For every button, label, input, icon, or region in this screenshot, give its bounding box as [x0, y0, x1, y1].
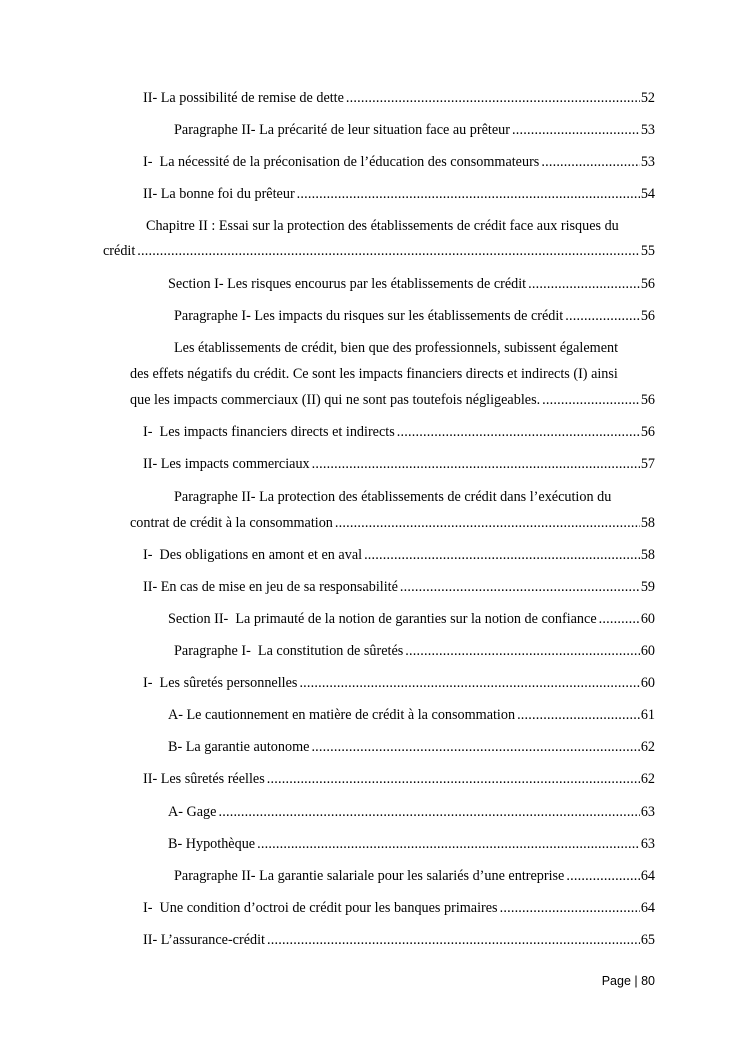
- toc-label: B- La garantie autonome: [168, 739, 310, 755]
- toc-page-number: 52: [640, 90, 655, 106]
- toc-entry[interactable]: [168, 611, 655, 628]
- toc-label: II- La possibilité de remise de dette: [143, 90, 344, 106]
- leader-dots: [565, 308, 640, 325]
- toc-page-number: 55: [640, 243, 655, 259]
- toc-page-number: 56: [640, 424, 655, 440]
- toc-label: B- Hypothèque: [168, 836, 256, 852]
- leader-dots: [541, 154, 639, 171]
- toc-label: II- En cas de mise en jeu de sa responsabilité: [143, 579, 398, 595]
- leader-dots: [267, 932, 640, 949]
- toc-page-number: 60: [640, 643, 655, 659]
- leader-dots: [267, 771, 640, 788]
- toc-page-number: 56: [640, 392, 655, 408]
- toc-entry[interactable]: [143, 900, 655, 917]
- toc-page-number: 61: [640, 707, 655, 723]
- toc-label: Paragraphe I- La constitution de sûretés: [174, 643, 404, 659]
- leader-dots: [517, 707, 640, 724]
- toc-label: Paragraphe II- La protection des établissements de crédit dans l’exécution du: [174, 489, 612, 505]
- leader-dots: [566, 868, 639, 885]
- toc-label: I- La nécessité de la préconisation de l’éducation des consommateurs: [143, 154, 540, 170]
- toc-page-number: 60: [640, 675, 655, 691]
- toc-label: II- L’assurance-crédit: [143, 932, 265, 948]
- leader-dots: [528, 276, 640, 293]
- toc-entry[interactable]: [168, 739, 655, 756]
- toc-label-continued: que les impacts commerciaux (II) qui ne sont pas toutefois négligeables.: [130, 392, 541, 408]
- leader-dots: [512, 122, 640, 139]
- toc-page-number: 64: [640, 868, 655, 884]
- leader-dots: [312, 456, 640, 473]
- page-footer: Page | 80: [601, 974, 655, 988]
- toc-entry[interactable]: [143, 547, 655, 564]
- toc-page-number: 62: [640, 739, 655, 755]
- toc-entry[interactable]: [143, 456, 655, 473]
- leader-dots: [405, 643, 640, 660]
- toc-label-continued: crédit: [103, 243, 136, 259]
- leader-dots: [218, 804, 639, 821]
- toc-page-number: 53: [640, 154, 655, 170]
- leader-dots: [311, 739, 639, 756]
- toc-label: I- Les impacts financiers directs et indirects: [143, 424, 395, 440]
- toc-entry[interactable]: [168, 707, 655, 724]
- toc-entry[interactable]: [143, 932, 655, 949]
- toc-entry[interactable]: [174, 122, 655, 139]
- toc-entry-paragraph[interactable]: [130, 489, 655, 532]
- toc-label: Paragraphe II- La garantie salariale pour les salariés d’une entreprise: [174, 868, 565, 884]
- toc-entry[interactable]: [143, 675, 655, 692]
- toc-label: II- Les impacts commerciaux: [143, 456, 310, 472]
- toc-label: II- La bonne foi du prêteur: [143, 186, 295, 202]
- toc-entry[interactable]: [174, 868, 655, 885]
- toc-entry[interactable]: [143, 579, 655, 596]
- leader-dots: [297, 186, 640, 203]
- toc-entry[interactable]: [143, 771, 655, 788]
- toc-label: Chapitre II : Essai sur la protection des établissements de crédit face aux risques du: [146, 218, 619, 234]
- leader-dots: [364, 547, 640, 564]
- toc-label: I- Les sûretés personnelles: [143, 675, 298, 691]
- toc-page-number: 65: [640, 932, 655, 948]
- toc-label: I- Des obligations en amont et en aval: [143, 547, 363, 563]
- toc-entry[interactable]: [168, 276, 655, 293]
- leader-dots: [299, 675, 639, 692]
- toc-entry[interactable]: [174, 308, 655, 325]
- toc-page-number: 64: [640, 900, 655, 916]
- toc-page-number: 56: [640, 276, 655, 292]
- toc-page-number: 53: [640, 122, 655, 138]
- toc-page-number: 58: [640, 547, 655, 563]
- toc-entry[interactable]: [143, 186, 655, 203]
- toc-entry[interactable]: [143, 154, 655, 171]
- toc-page-number: 58: [640, 515, 655, 531]
- leader-dots: [257, 836, 640, 853]
- toc-page-number: 63: [640, 804, 655, 820]
- leader-dots: [335, 515, 640, 532]
- toc-label: II- Les sûretés réelles: [143, 771, 265, 787]
- toc-entry[interactable]: [168, 836, 655, 853]
- toc-entry[interactable]: [143, 90, 655, 107]
- toc-page-number: 57: [640, 456, 655, 472]
- leader-dots: [599, 611, 640, 628]
- leader-dots: [500, 900, 640, 917]
- toc-label: Paragraphe II- La précarité de leur situation face au prêteur: [174, 122, 510, 138]
- toc-label: Les établissements de crédit, bien que des professionnels, subissent également: [174, 340, 619, 356]
- leader-dots: [137, 243, 640, 260]
- leader-dots: [346, 90, 640, 107]
- toc-label: A- Gage: [168, 804, 217, 820]
- toc-label: A- Le cautionnement en matière de crédit à la consommation: [168, 707, 516, 723]
- toc-label-continued: des effets négatifs du crédit. Ce sont les impacts financiers directs et indirects (I) ainsi: [130, 366, 618, 382]
- toc-label: Section I- Les risques encourus par les établissements de crédit: [168, 276, 527, 292]
- toc-label: Section II- La primauté de la notion de garanties sur la notion de confiance: [168, 611, 597, 627]
- toc-label: Paragraphe I- Les impacts du risques sur les établissements de crédit: [174, 308, 564, 324]
- toc-page-number: 60: [640, 611, 655, 627]
- toc-page-number: 63: [640, 836, 655, 852]
- toc-entry[interactable]: [143, 424, 655, 441]
- leader-dots: [400, 579, 640, 596]
- toc-label-continued: contrat de crédit à la consommation: [130, 515, 333, 531]
- toc-page-number: 62: [640, 771, 655, 787]
- toc-page-number: 56: [640, 308, 655, 324]
- toc-entry[interactable]: [174, 643, 655, 660]
- leader-dots: [542, 392, 640, 409]
- toc-entry-paragraph[interactable]: [130, 340, 655, 409]
- toc-label: I- Une condition d’octroi de crédit pour les banques primaires: [143, 900, 498, 916]
- leader-dots: [397, 424, 640, 441]
- toc-entry-chapter[interactable]: [103, 218, 655, 260]
- toc-page-number: 59: [640, 579, 655, 595]
- toc-page-number: 54: [640, 186, 655, 202]
- toc-entry[interactable]: [168, 804, 655, 821]
